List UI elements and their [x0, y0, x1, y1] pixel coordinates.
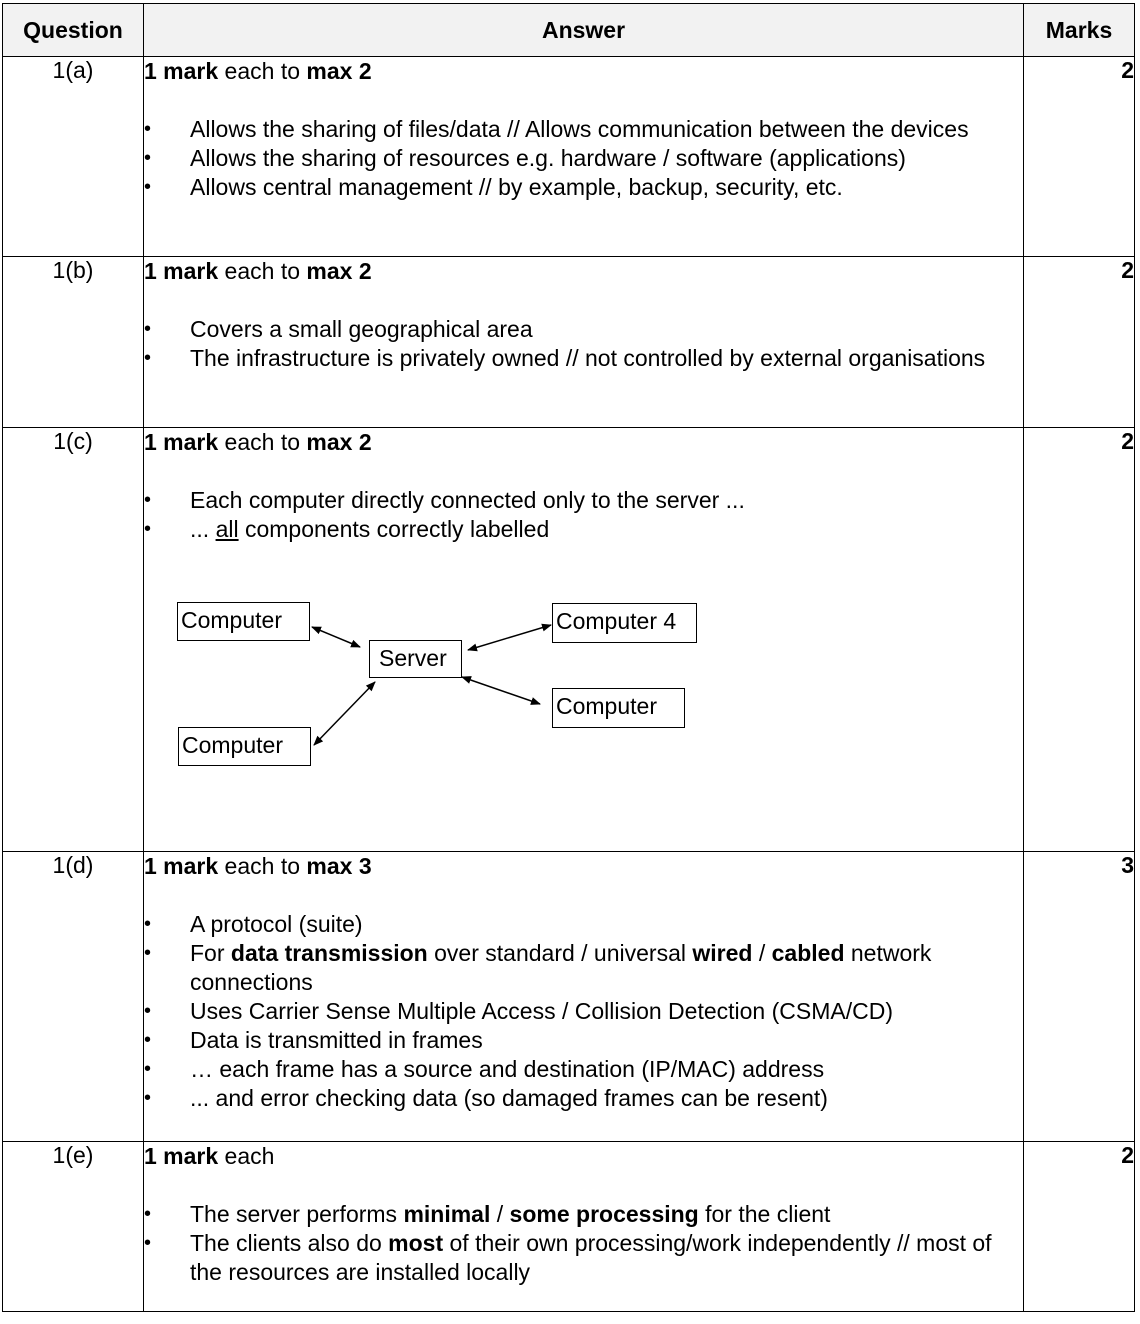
answer-points: [144, 486, 1023, 544]
arrow-server-computer-right: [462, 677, 540, 704]
answer-point: • … each frame has a source and destination (IP/MAC) address: [144, 1055, 1023, 1084]
answer-cell: [144, 428, 1024, 852]
computer-4-box: Computer 4: [552, 603, 697, 643]
answer-point: • The server performs minimal / some processing for the client: [144, 1200, 1023, 1229]
marks-value: 2: [1024, 57, 1135, 257]
answer-header: Answer: [144, 4, 1024, 57]
answer-point: • Data is transmitted in frames: [144, 1026, 1023, 1055]
star-network-diagram: [144, 599, 704, 799]
arrow-server-computer-4: [468, 625, 551, 650]
answer-cell: [144, 257, 1024, 428]
question-number: 1(c): [3, 428, 144, 852]
answer-point: • For data transmission over standard / universal wired / cabled network connections: [144, 939, 1023, 997]
mark-scheme-table: [2, 3, 1135, 1312]
arrow-server-computer-top-left: [312, 627, 360, 647]
mark-heading: 1 mark each to max 2: [144, 58, 372, 84]
question-number: 1(d): [3, 852, 144, 1142]
mark-heading: 1 mark each to max 2: [144, 429, 372, 455]
answer-points: [144, 315, 1023, 373]
answer-points: [144, 910, 1023, 1113]
answer-points: [144, 1200, 1023, 1287]
question-number: 1(a): [3, 57, 144, 257]
row-1a: [3, 57, 1135, 257]
arrow-server-computer-bottom-left: [314, 682, 375, 745]
computer-box-bottom-left: Computer: [178, 727, 311, 766]
answer-point: • Allows the sharing of files/data // Allows communication between the devices: [144, 115, 1023, 144]
marks-header: Marks: [1024, 4, 1135, 57]
row-1b: [3, 257, 1135, 428]
marks-value: 2: [1024, 1142, 1135, 1312]
answer-cell: [144, 57, 1024, 257]
answer-point: • Covers a small geographical area: [144, 315, 1023, 344]
question-number: 1(e): [3, 1142, 144, 1312]
header-row: [3, 4, 1135, 57]
answer-point: • Each computer directly connected only to the server ...: [144, 486, 1023, 515]
answer-point: • ... all components correctly labelled: [144, 515, 1023, 544]
question-number: 1(b): [3, 257, 144, 428]
marks-value: 3: [1024, 852, 1135, 1142]
answer-point: • The infrastructure is privately owned // not controlled by external organisations: [144, 344, 1023, 373]
computer-box-right: Computer: [552, 688, 685, 728]
mark-heading: 1 mark each: [144, 1143, 275, 1169]
answer-point: • The clients also do most of their own processing/work independently // most of the resources are installed locally: [144, 1229, 1023, 1287]
answer-point: • ... and error checking data (so damaged frames can be resent): [144, 1084, 1023, 1113]
row-1e: [3, 1142, 1135, 1312]
answer-points: [144, 115, 1023, 202]
marks-value: 2: [1024, 428, 1135, 852]
answer-point: • Uses Carrier Sense Multiple Access / Collision Detection (CSMA/CD): [144, 997, 1023, 1026]
server-box: Server: [369, 640, 462, 678]
row-1c: [3, 428, 1135, 852]
answer-point: • A protocol (suite): [144, 910, 1023, 939]
answer-cell: [144, 852, 1024, 1142]
answer-cell: [144, 1142, 1024, 1312]
mark-heading: 1 mark each to max 2: [144, 258, 372, 284]
row-1d: [3, 852, 1135, 1142]
question-header: Question: [3, 4, 144, 57]
marks-value: 2: [1024, 257, 1135, 428]
answer-point: • Allows central management // by example, backup, security, etc.: [144, 173, 1023, 202]
mark-heading: 1 mark each to max 3: [144, 853, 372, 879]
computer-box-top-left: Computer: [177, 602, 310, 641]
answer-point: • Allows the sharing of resources e.g. hardware / software (applications): [144, 144, 1023, 173]
